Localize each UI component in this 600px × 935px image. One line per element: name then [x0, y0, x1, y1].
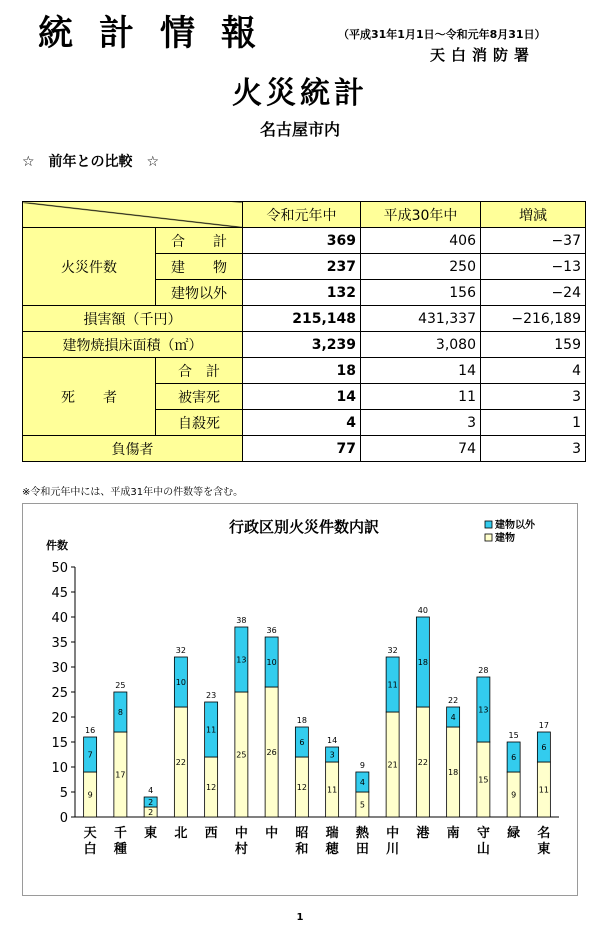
y-tick-label: 30 — [51, 661, 68, 676]
total-label: 15 — [508, 731, 519, 740]
y-tick-label: 20 — [51, 711, 68, 726]
station-name: 天白消防署 — [430, 46, 536, 64]
table-cell: 250 — [361, 254, 481, 280]
table-cell: 132 — [243, 280, 361, 306]
table-cell: 215,148 — [243, 306, 361, 332]
table-cell: 18 — [243, 358, 361, 384]
area-label: 名古屋市内 — [259, 120, 340, 139]
data-label: 15 — [478, 775, 489, 785]
table-cell: 14 — [361, 358, 481, 384]
row-label: 建物以外 — [156, 280, 243, 306]
data-label: 11 — [538, 785, 549, 795]
y-tick-label: 45 — [51, 586, 68, 601]
legend-swatch-building — [485, 534, 492, 541]
table-row — [23, 228, 586, 254]
total-label: 9 — [359, 761, 365, 770]
data-label: 10 — [175, 678, 186, 687]
data-label: 6 — [299, 738, 305, 747]
table-cell: −37 — [481, 228, 586, 254]
x-tick-label: 東 — [144, 826, 158, 841]
row-label: 合 計 — [156, 228, 243, 254]
table-cell: 156 — [361, 280, 481, 306]
total-label: 25 — [115, 681, 126, 690]
total-label: 28 — [478, 666, 489, 675]
data-label: 5 — [359, 800, 365, 810]
table-cell: 3,080 — [361, 332, 481, 358]
y-tick-label: 5 — [59, 786, 68, 801]
total-label: 22 — [448, 696, 459, 705]
data-label: 25 — [236, 750, 247, 760]
stacked-bar-chart — [23, 504, 577, 895]
data-label: 17 — [115, 770, 126, 780]
legend-label: 建物 — [495, 533, 515, 544]
total-label: 14 — [327, 736, 338, 745]
stats-table — [22, 201, 586, 462]
data-label: 11 — [387, 680, 398, 690]
table-cell: 1 — [481, 410, 586, 436]
x-tick-label: 中 — [265, 826, 279, 841]
x-tick-label: 天白 — [83, 826, 97, 857]
data-label: 4 — [450, 713, 456, 722]
x-tick-label: 守山 — [476, 826, 490, 857]
data-label: 4 — [359, 778, 365, 787]
chart-title: 行政区別火災件数内訳 — [228, 518, 380, 536]
y-tick-label: 10 — [51, 761, 68, 776]
data-label: 8 — [117, 708, 123, 717]
x-tick-label: 港 — [416, 826, 430, 841]
total-label: 38 — [236, 616, 247, 625]
period-text: （平成31年1月1日～令和元年8月31日） — [338, 28, 546, 41]
table-cell: 3 — [481, 436, 586, 462]
data-label: 13 — [236, 655, 247, 665]
x-tick-label: 名東 — [537, 826, 551, 857]
data-label: 7 — [87, 750, 93, 760]
x-tick-label: 瑞穂 — [325, 826, 339, 857]
row-group-label: 火災件数 — [23, 228, 156, 306]
table-note: ※令和元年中には、平成31年中の件数等を含む。 — [22, 487, 244, 498]
table-cell: −216,189 — [481, 306, 586, 332]
x-tick-label: 千種 — [113, 826, 127, 857]
x-tick-label: 昭和 — [295, 826, 309, 857]
column-header: 増減 — [481, 202, 586, 228]
corner-cell — [23, 202, 243, 228]
data-label: 3 — [329, 750, 335, 760]
table-cell: 3 — [361, 410, 481, 436]
table-cell: 3,239 — [243, 332, 361, 358]
total-label: 23 — [206, 691, 217, 700]
x-tick-label: 南 — [446, 826, 460, 841]
total-label: 40 — [417, 606, 428, 615]
data-label: 12 — [296, 783, 307, 792]
table-cell: 4 — [481, 358, 586, 384]
row-label: 自殺死 — [156, 410, 243, 436]
data-label: 2 — [148, 798, 154, 807]
row-label: 負傷者 — [23, 436, 243, 462]
table-cell: 3 — [481, 384, 586, 410]
data-label: 12 — [206, 783, 217, 792]
data-label: 13 — [478, 705, 489, 715]
y-tick-label: 15 — [51, 736, 68, 751]
table-row — [23, 306, 586, 332]
x-tick-label: 中川 — [386, 826, 400, 857]
page-number: 1 — [296, 912, 304, 923]
comparison-heading: ☆ 前年との比較 ☆ — [22, 154, 160, 170]
row-label: 合 計 — [156, 358, 243, 384]
table-header-row — [23, 202, 586, 228]
table-cell: 11 — [361, 384, 481, 410]
y-tick-label: 50 — [51, 561, 68, 576]
data-label: 22 — [175, 758, 186, 767]
y-tick-label: 40 — [51, 611, 68, 626]
y-tick-label: 25 — [51, 686, 68, 701]
x-tick-label: 緑 — [507, 826, 521, 841]
y-tick-label: 0 — [59, 811, 68, 826]
column-header: 令和元年中 — [243, 202, 361, 228]
legend-swatch-non-building — [485, 521, 492, 528]
total-label: 16 — [85, 726, 96, 735]
x-tick-label: 熱田 — [355, 826, 369, 857]
data-label: 9 — [87, 790, 93, 800]
data-label: 9 — [511, 790, 517, 800]
row-label: 被害死 — [156, 384, 243, 410]
table-cell: 4 — [243, 410, 361, 436]
page-title: 統計情報 — [38, 14, 283, 54]
row-label: 建物焼損床面積（㎡） — [23, 332, 243, 358]
data-label: 2 — [148, 808, 154, 817]
y-axis-label: 件数 — [46, 539, 68, 552]
row-group-label: 死 者 — [23, 358, 156, 436]
row-label: 損害額（千円） — [23, 306, 243, 332]
y-tick-label: 35 — [51, 636, 68, 651]
total-label: 18 — [296, 716, 307, 725]
table-cell: 14 — [243, 384, 361, 410]
table-cell: 406 — [361, 228, 481, 254]
total-label: 36 — [266, 626, 277, 635]
data-label: 18 — [417, 658, 428, 667]
table-cell: −24 — [481, 280, 586, 306]
x-tick-label: 北 — [174, 826, 188, 841]
legend-label: 建物以外 — [495, 520, 535, 531]
x-tick-label: 中村 — [234, 826, 248, 857]
data-label: 11 — [206, 725, 217, 735]
table-cell: 77 — [243, 436, 361, 462]
data-label: 6 — [541, 743, 547, 752]
total-label: 4 — [148, 786, 154, 795]
data-label: 21 — [387, 760, 398, 770]
x-tick-label: 西 — [204, 826, 218, 841]
data-label: 26 — [266, 748, 277, 757]
chart-container — [22, 503, 578, 896]
column-header: 平成30年中 — [361, 202, 481, 228]
data-label: 6 — [511, 753, 517, 762]
data-label: 11 — [327, 785, 338, 795]
total-label: 17 — [538, 721, 549, 730]
table-row — [23, 332, 586, 358]
table-cell: 369 — [243, 228, 361, 254]
total-label: 32 — [387, 646, 398, 655]
table-cell: 159 — [481, 332, 586, 358]
table-cell: 237 — [243, 254, 361, 280]
data-label: 22 — [417, 758, 428, 767]
table-cell: 74 — [361, 436, 481, 462]
table-row — [23, 436, 586, 462]
table-row — [23, 358, 586, 384]
data-label: 18 — [448, 768, 459, 777]
table-cell: 431,337 — [361, 306, 481, 332]
data-label: 10 — [266, 658, 277, 667]
section-title: 火災統計 — [232, 76, 368, 111]
row-label: 建 物 — [156, 254, 243, 280]
table-cell: −13 — [481, 254, 586, 280]
total-label: 32 — [175, 646, 186, 655]
